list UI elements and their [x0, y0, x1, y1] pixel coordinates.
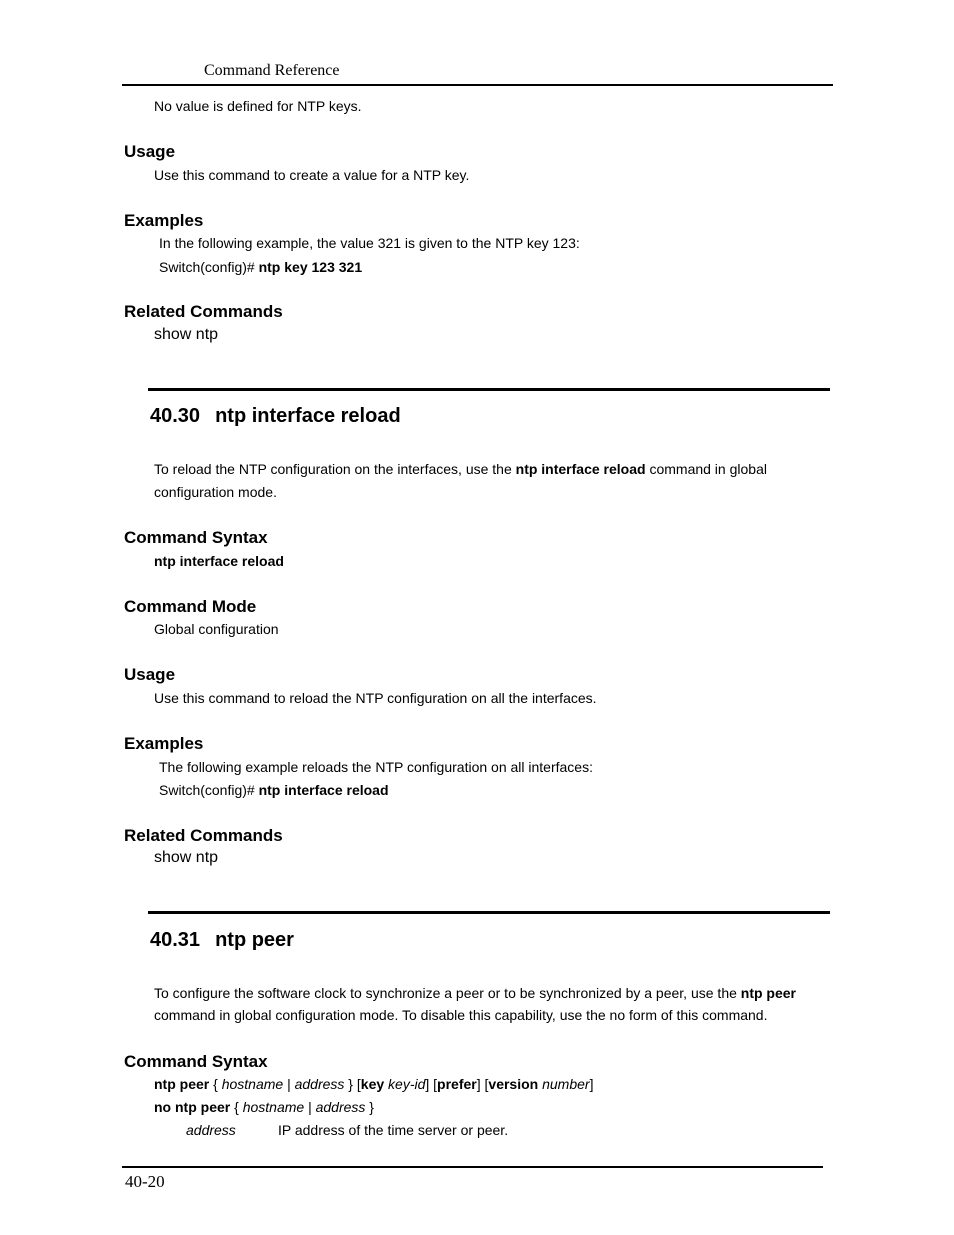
command-mode-heading: Command Mode: [124, 597, 257, 616]
syntax-punct: } [: [344, 1076, 361, 1092]
page-number: 40-20: [125, 1172, 165, 1191]
syntax-arg: hostname: [221, 1076, 284, 1092]
command-mode: Global configuration: [154, 621, 279, 637]
usage-text: Use this command to reload the NTP configuration on all the interfaces.: [154, 690, 597, 706]
example-command-line: [159, 259, 362, 275]
intro-line-2: configuration mode.: [154, 484, 277, 500]
syntax-keyword: key: [360, 1076, 385, 1092]
command-syntax: ntp interface reload: [154, 553, 284, 569]
examples-heading: Examples: [124, 211, 204, 230]
syntax-arg: address: [315, 1099, 366, 1115]
parameter-description: IP address of the time server or peer.: [278, 1122, 509, 1138]
example-prompt: Switch(config)#: [159, 782, 259, 798]
section-name: ntp peer: [215, 929, 294, 951]
usage-heading: Usage: [124, 665, 176, 684]
related-command: show ntp: [154, 326, 219, 343]
section-number: 40.30: [150, 405, 201, 427]
example-command: ntp key 123 321: [258, 259, 363, 275]
syntax-punct: ]: [589, 1076, 594, 1092]
command-syntax-heading: Command Syntax: [124, 1052, 268, 1071]
example-command-line: [159, 782, 389, 798]
intro-command: ntp peer: [740, 985, 797, 1001]
syntax-arg: hostname: [242, 1099, 305, 1115]
syntax-punct: ] [: [476, 1076, 489, 1092]
syntax-command: ntp peer: [154, 1076, 210, 1092]
intro-line-1: [154, 985, 796, 1001]
related-command: show ntp: [154, 849, 219, 866]
running-header: Command Reference: [204, 62, 340, 79]
syntax-punct: |: [283, 1076, 295, 1092]
related-commands-heading: Related Commands: [124, 302, 283, 321]
intro-line-1: [154, 461, 767, 477]
syntax-punct: {: [230, 1099, 243, 1115]
intro-text: To reload the NTP configuration on the interfaces, use the: [154, 461, 516, 477]
usage-heading: Usage: [124, 142, 176, 161]
section-number: 40.31: [150, 929, 201, 951]
syntax-punct: |: [304, 1099, 316, 1115]
examples-heading: Examples: [124, 734, 204, 753]
intro-command: ntp interface reload: [515, 461, 646, 477]
footer-rule: [122, 1166, 823, 1168]
section-rule-40-30: [148, 388, 830, 391]
intro-text: To configure the software clock to synchronize a peer or to be synchronized by a peer, use the: [154, 985, 741, 1001]
syntax-arg: number: [538, 1076, 590, 1092]
default-text: No value is defined for NTP keys.: [154, 98, 362, 114]
example-command: ntp interface reload: [258, 782, 389, 798]
section-rule-40-31: [148, 911, 830, 914]
section-title-40-31: [150, 929, 294, 952]
command-syntax-heading: Command Syntax: [124, 528, 268, 547]
section-name: ntp interface reload: [215, 405, 401, 427]
syntax-arg: address: [294, 1076, 345, 1092]
syntax-keyword: prefer: [437, 1076, 477, 1092]
syntax-line-no-ntp-peer: [154, 1099, 374, 1115]
syntax-punct: {: [209, 1076, 222, 1092]
header-rule: [122, 84, 833, 86]
syntax-punct: }: [365, 1099, 374, 1115]
example-intro: The following example reloads the NTP configuration on all interfaces:: [159, 759, 593, 775]
syntax-command: no ntp peer: [154, 1099, 231, 1115]
usage-text: Use this command to create a value for a NTP key.: [154, 167, 470, 183]
intro-text-end: command in global: [645, 461, 767, 477]
syntax-arg: key-id: [384, 1076, 426, 1092]
syntax-punct: ] [: [425, 1076, 438, 1092]
related-commands-heading: Related Commands: [124, 826, 283, 845]
parameter-name: address: [186, 1122, 236, 1138]
example-prompt: Switch(config)#: [159, 259, 259, 275]
section-title-40-30: [150, 405, 401, 428]
intro-line-2: command in global configuration mode. To disable this capability, use the no form of this command.: [154, 1007, 768, 1023]
syntax-keyword: version: [488, 1076, 539, 1092]
syntax-line-ntp-peer: [154, 1076, 593, 1092]
example-intro: In the following example, the value 321 is given to the NTP key 123:: [159, 235, 580, 251]
